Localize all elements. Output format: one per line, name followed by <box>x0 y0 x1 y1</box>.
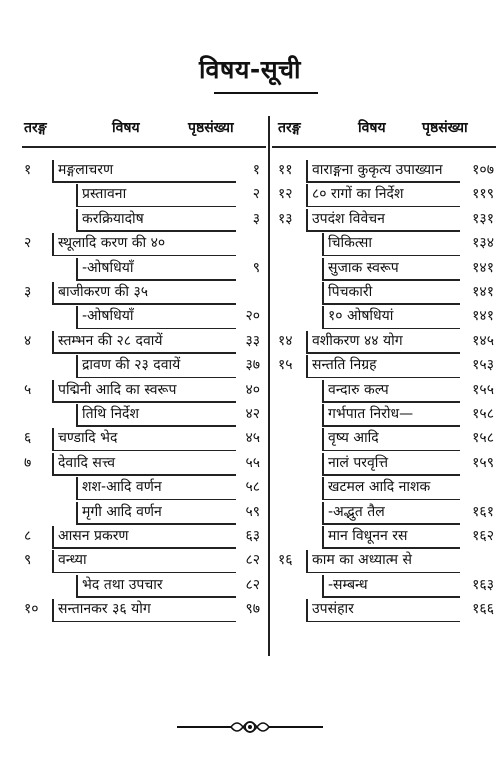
column-divider <box>268 116 270 656</box>
entry-vrule <box>76 209 78 231</box>
entry-vrule <box>76 502 78 524</box>
toc-entry <box>272 524 496 548</box>
toc-entry <box>22 231 266 255</box>
entry-vrule <box>76 306 78 328</box>
entry-page: १६६ <box>472 601 494 618</box>
entry-topic: वाराङ्गना कुकृत्य उपाख्यान <box>312 162 443 178</box>
entry-page: १४१ <box>472 284 494 300</box>
entry-topic: भेद तथा उपचार <box>82 576 163 593</box>
entry-topic: चण्डादि भेद <box>58 430 118 447</box>
entry-vrule <box>52 160 54 182</box>
entry-page: १६२ <box>472 528 494 544</box>
entry-topic: -सम्बन्ध <box>328 576 368 593</box>
entry-vrule <box>306 184 308 206</box>
toc-right-column <box>272 118 496 658</box>
toc-entry <box>22 597 266 621</box>
toc-entry <box>22 451 266 475</box>
header-page: पृष्ठसंख्या <box>188 120 234 136</box>
entry-page: १५५ <box>472 381 494 398</box>
toc-entry <box>272 500 496 524</box>
entry-page: १४१ <box>472 308 494 325</box>
entry-topic: तिथि निर्देश <box>82 406 139 422</box>
entry-number: ३ <box>24 284 32 300</box>
entry-topic: बाजीकरण की ३५ <box>58 284 149 300</box>
entry-topic: सुजाक स्वरूप <box>328 259 399 276</box>
toc-entry <box>22 573 266 597</box>
entry-number: ४ <box>24 332 32 349</box>
entry-page: १५८ <box>472 406 494 422</box>
entry-vrule <box>322 477 324 499</box>
header-page: पृष्ठसंख्या <box>422 120 468 136</box>
toc-entry <box>272 426 496 450</box>
entry-page: १ <box>252 162 260 178</box>
entry-page: २ <box>252 186 260 203</box>
toc-entry <box>272 402 496 426</box>
entry-vrule <box>322 282 324 304</box>
entry-vrule <box>76 477 78 499</box>
entry-number: १२ <box>278 186 293 203</box>
entry-topic: स्तम्भन की २८ दवायें <box>58 332 163 349</box>
entry-topic: द्रावण की २३ दवायें <box>82 357 181 374</box>
entry-vrule <box>52 599 54 621</box>
entry-vrule <box>52 331 54 353</box>
entry-vrule <box>52 282 54 304</box>
entry-topic: ८० रागों का निर्देश <box>312 186 404 203</box>
entry-vrule <box>322 502 324 524</box>
entry-page: ३३ <box>245 332 260 349</box>
entry-topic: प्रस्तावना <box>82 186 127 203</box>
entry-page: ६३ <box>245 528 260 544</box>
entry-page: १६३ <box>472 576 494 593</box>
entry-vrule <box>76 258 78 280</box>
entry-number: ७ <box>24 454 32 471</box>
toc-entry <box>22 378 266 402</box>
entry-vrule <box>322 453 324 475</box>
entry-page: ८२ <box>245 576 260 593</box>
entry-page: ९७ <box>245 601 260 618</box>
entry-topic: -अद्भुत तैल <box>328 503 385 520</box>
toc-entry <box>22 182 266 206</box>
entry-page: १५३ <box>472 357 494 374</box>
entry-topic: देवादि सत्त्व <box>58 454 116 471</box>
entry-page: १३१ <box>472 210 494 227</box>
entry-vrule <box>306 355 308 377</box>
page-title: विषय-सूची <box>199 55 301 84</box>
toc-entry <box>22 158 266 182</box>
toc-entry <box>272 378 496 402</box>
header-num: तरङ्ग <box>24 120 47 136</box>
entry-vrule <box>52 526 54 548</box>
entry-topic: वन्दारु कल्प <box>328 381 389 398</box>
entry-page: ९ <box>252 259 260 276</box>
entry-page: ४० <box>245 381 260 398</box>
header-topic: विषय <box>358 120 386 136</box>
ornament-divider <box>175 715 325 739</box>
entry-rule <box>52 621 236 623</box>
entry-vrule <box>306 550 308 572</box>
title-underline <box>214 92 318 94</box>
entry-topic: शश-आदि वर्णन <box>82 479 162 496</box>
header-num: तरङ्ग <box>278 120 301 136</box>
entry-number: ९ <box>24 552 32 569</box>
entry-vrule <box>52 428 54 450</box>
entry-number: १५ <box>278 357 293 374</box>
toc-entry <box>22 548 266 572</box>
toc-entry <box>272 304 496 328</box>
toc-left-column <box>22 118 266 658</box>
entry-topic: -ओषधियाँ <box>82 259 134 276</box>
entry-vrule <box>306 331 308 353</box>
entry-number: २ <box>24 235 32 252</box>
entry-vrule <box>306 599 308 621</box>
entry-page: ३७ <box>245 357 260 374</box>
entry-rule <box>306 621 460 623</box>
entry-topic: आसन प्रकरण <box>58 528 129 544</box>
entry-page: ११९ <box>472 186 494 203</box>
entry-vrule <box>52 453 54 475</box>
entry-page: ५८ <box>245 479 260 496</box>
toc-entry <box>272 231 496 255</box>
entry-page: ८२ <box>245 552 260 569</box>
toc-entry <box>272 280 496 304</box>
toc-entry <box>22 475 266 499</box>
entry-topic: वृष्य आदि <box>328 430 379 447</box>
entry-page: १६१ <box>472 503 494 520</box>
toc-entry <box>272 451 496 475</box>
entry-number: ५ <box>24 381 32 398</box>
entry-vrule <box>322 575 324 597</box>
entry-vrule <box>322 233 324 255</box>
entry-topic: काम का अध्यात्म से <box>312 552 412 569</box>
toc-entry <box>22 329 266 353</box>
entry-topic: स्थूलादि करण की ४० <box>58 235 166 252</box>
toc-entry <box>22 353 266 377</box>
toc-entry <box>22 500 266 524</box>
entry-topic: वशीकरण ४४ योग <box>312 332 403 349</box>
entry-topic: -ओषधियाँ <box>82 308 134 325</box>
entry-topic: नालं परवृत्ति <box>328 454 389 471</box>
toc-entry <box>22 256 266 280</box>
entry-number: १० <box>24 601 39 618</box>
entry-page: ४२ <box>245 406 260 422</box>
entry-vrule <box>322 306 324 328</box>
entry-topic: चिकित्सा <box>328 235 372 252</box>
toc-entry <box>22 207 266 231</box>
entry-vrule <box>76 404 78 426</box>
entry-page: १५८ <box>472 430 494 447</box>
entry-vrule <box>52 380 54 402</box>
toc-entry <box>22 426 266 450</box>
entry-page: ४५ <box>245 430 260 447</box>
entry-vrule <box>322 404 324 426</box>
entry-topic: मान विधूनन रस <box>328 528 408 544</box>
entry-number: १४ <box>278 332 293 349</box>
toc-entry <box>22 304 266 328</box>
entry-topic: उपसंहार <box>312 601 354 618</box>
entry-vrule <box>306 160 308 182</box>
entry-topic: १० ओषधियां <box>328 308 394 325</box>
header-topic: विषय <box>112 120 140 136</box>
entry-vrule <box>322 380 324 402</box>
entry-page: ५९ <box>245 503 260 520</box>
entry-page: १४५ <box>472 332 494 349</box>
entry-number: ६ <box>24 430 32 447</box>
entry-vrule <box>322 526 324 548</box>
entry-topic: पद्मिनी आदि का स्वरूप <box>58 381 177 398</box>
entry-vrule <box>76 355 78 377</box>
entry-topic: मृगी आदि वर्णन <box>82 503 162 520</box>
entry-vrule <box>322 428 324 450</box>
toc-entry <box>22 280 266 304</box>
toc-entry <box>272 256 496 280</box>
entry-topic: पिचकारी <box>328 284 373 300</box>
entry-page: २० <box>245 308 260 325</box>
entry-page: ५५ <box>245 454 260 471</box>
entry-vrule <box>52 550 54 572</box>
entry-vrule <box>52 233 54 255</box>
entry-page: १५९ <box>472 454 494 471</box>
header-rule <box>22 146 266 148</box>
toc-entry <box>22 402 266 426</box>
toc-entry <box>272 475 496 499</box>
entry-page: ३ <box>252 210 260 227</box>
toc-entry <box>272 573 496 597</box>
entry-number: १ <box>24 162 32 178</box>
entry-number: ११ <box>278 162 293 178</box>
entry-vrule <box>306 209 308 231</box>
header-rule <box>272 146 496 148</box>
entry-topic: मङ्गलाचरण <box>58 162 114 178</box>
entry-page: १४१ <box>472 259 494 276</box>
entry-topic: गर्भपात निरोध— <box>328 406 414 422</box>
toc-entry <box>22 524 266 548</box>
entry-number: १६ <box>278 552 293 569</box>
entry-topic: करक्रियादोष <box>82 210 144 227</box>
entry-topic: सन्तानकर ३६ योग <box>58 601 151 618</box>
entry-number: १३ <box>278 210 293 227</box>
entry-topic: वन्ध्या <box>58 552 87 569</box>
entry-vrule <box>322 258 324 280</box>
entry-page: १०७ <box>472 162 494 178</box>
entry-vrule <box>76 184 78 206</box>
entry-number: ८ <box>24 528 32 544</box>
entry-topic: सन्तति निग्रह <box>312 357 377 374</box>
entry-topic: उपदंश विवेचन <box>312 210 385 227</box>
entry-topic: खटमल आदि नाशक <box>328 479 431 496</box>
entry-page: १३४ <box>472 235 494 252</box>
entry-vrule <box>76 575 78 597</box>
